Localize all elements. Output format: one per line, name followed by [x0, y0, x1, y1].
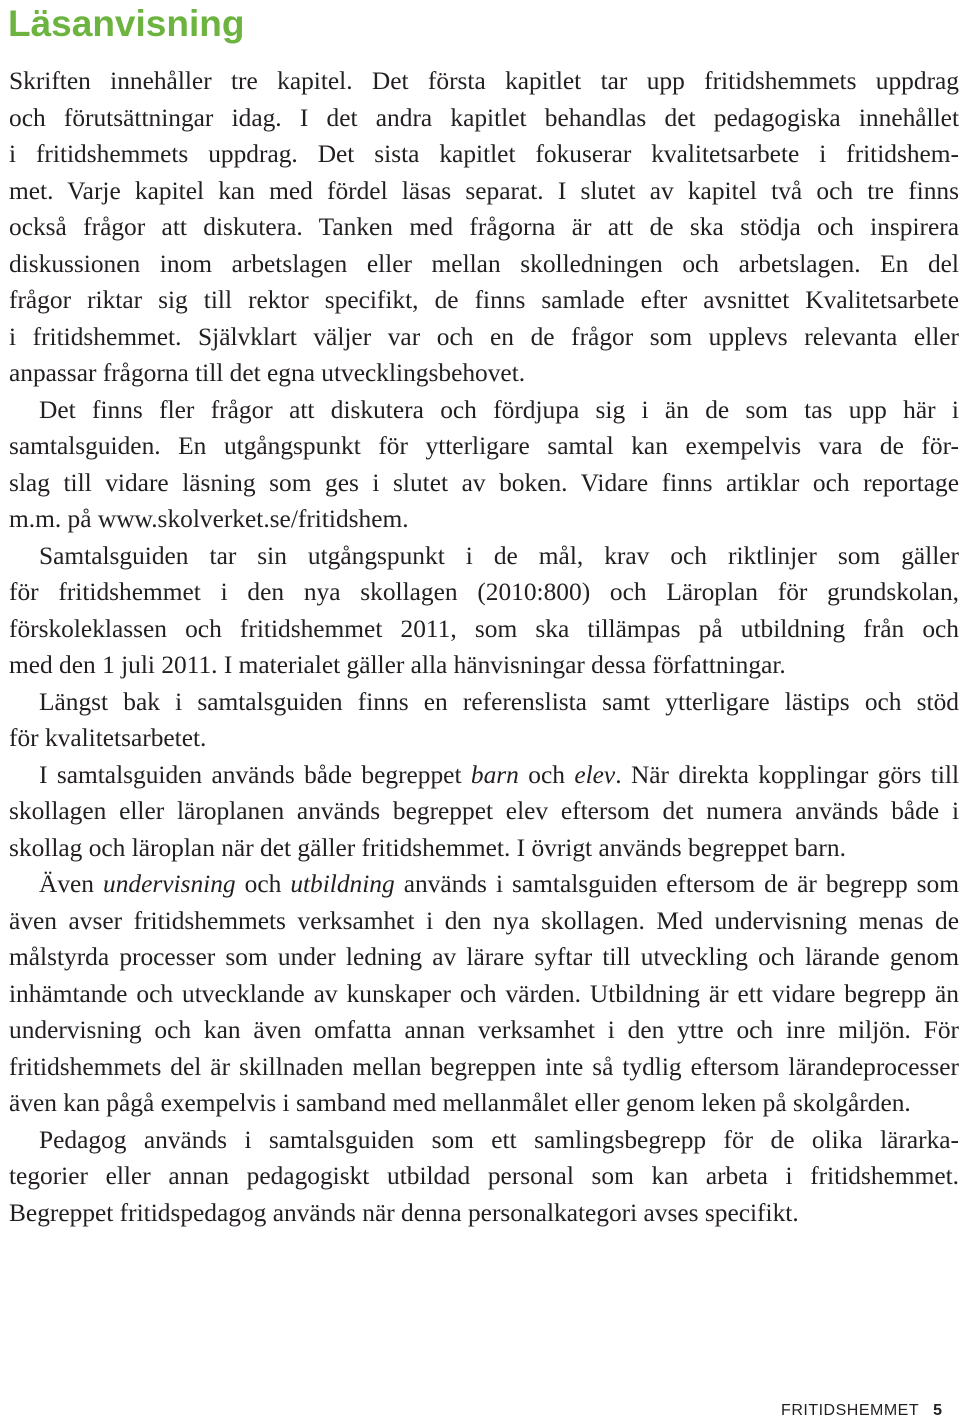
text-line: med den 1 juli 2011. I materialet gäller alla hänvisningar dessa författningar. — [9, 651, 786, 679]
page-heading: Läsanvisning — [8, 3, 245, 44]
body-paragraph — [9, 684, 959, 757]
text-line: och förutsättningar idag. I det andra kapitlet behandlas det pedagogiska innehållet — [9, 103, 959, 132]
body-paragraph — [9, 757, 959, 867]
text-line: samtalsguiden. En utgångspunkt för ytterligare samtal kan exempelvis vara de för- — [9, 432, 959, 460]
body-text — [9, 63, 959, 1231]
emphasized-term: barn — [470, 760, 519, 789]
text-line: slag till vidare läsning som ges i slutet av boken. Vidare finns artiklar och reportage — [9, 468, 959, 497]
emphasized-term: elev — [574, 760, 616, 789]
text-run: och — [235, 870, 291, 898]
text-run: . När direkta kopplingar görs till skollagen eller läroplanen används begreppet elev eftersom det numera används både i skollag och läroplan när det gäller fritidshemmet. I övrigt används begreppet barn. — [9, 760, 960, 862]
text-run: I samtalsguiden används både begreppet — [39, 760, 471, 789]
text-line: Samtalsguiden tar sin utgångspunkt i de mål, krav och riktlinjer som gäller — [39, 541, 959, 570]
footer-label: FRITIDSHEMMET — [781, 1402, 920, 1419]
text-line: frågor riktar sig till rektor specifikt, de finns samlade efter avsnittet Kvalitetsarbete — [9, 286, 959, 314]
text-line: m.m. på www.skolverket.se/fritidshem. — [9, 505, 409, 533]
text-line: i fritidshemmets uppdrag. Det sista kapitlet fokuserar kvalitetsarbete i fritidshem- — [9, 140, 959, 168]
text-line: för kvalitetsarbetet. — [9, 724, 207, 752]
text-line: tegorier eller annan pedagogiskt utbildad personal som kan arbeta i fritidshemmet. — [9, 1162, 959, 1190]
page-number: 5 — [933, 1402, 942, 1419]
text-line: för fritidshemmet i den nya skollagen (2010:800) och Läroplan för grundskolan, — [9, 578, 959, 606]
body-paragraph — [9, 1122, 959, 1232]
text-line: förskoleklassen och fritidshemmet 2011, som ska tillämpas på utbildning från och — [9, 614, 959, 643]
page-footer — [781, 1400, 942, 1422]
text-run: och — [518, 760, 575, 789]
text-run: används i samtalsguiden eftersom de är begrepp som även avser fritidshemmets verksamhet i den nya skollagen. Med undervisning menas de målstyrda processer som under ledning av lärare syftar till utveckling och lärande genom inhämtande och utvecklande av kunskaper och värden. Utbildning är ett vidare begrepp än undervisning och kan även omfatta annan verksamhet i den yttre och inre miljön. För fritidshemmets del är skillnaden mellan begreppen inte så tydlig eftersom lärandeprocesser även kan pågå exempelvis i samband med mellanmålet eller genom leken på skolgården. — [9, 870, 959, 1117]
text-run: Även — [39, 870, 104, 898]
text-line: anpassar frågorna till det egna utvecklingsbehovet. — [9, 359, 526, 387]
emphasized-term: undervisning — [103, 870, 236, 898]
text-line: Längst bak i samtalsguiden finns en referenslista samt ytterligare lästips och stöd — [39, 687, 959, 716]
text-line: Begreppet fritidspedagog används när denna personalkategori avses specifikt. — [9, 1198, 799, 1227]
body-paragraph — [9, 392, 959, 538]
emphasized-term: utbildning — [290, 870, 395, 898]
text-line: Skriften innehåller tre kapitel. Det första kapitlet tar upp fritidshemmets uppdrag — [9, 67, 959, 95]
body-paragraph — [9, 866, 959, 1122]
text-line: Pedagog används i samtalsguiden som ett samlingsbegrepp för de olika lärarka- — [39, 1125, 959, 1154]
text-line: också frågor att diskutera. Tanken med frågorna är att de ska stödja och inspirera — [9, 213, 959, 241]
text-line: i fritidshemmet. Självklart väljer var och en de frågor som upplevs relevanta eller — [9, 322, 959, 351]
text-line: Det finns fler frågor att diskutera och fördjupa sig i än de som tas upp här i — [39, 395, 959, 424]
text-line: met. Varje kapitel kan med fördel läsas separat. I slutet av kapitel två och tre finns — [9, 176, 959, 205]
text-line: diskussionen inom arbetslagen eller mellan skolledningen och arbetslagen. En del — [9, 249, 959, 278]
body-paragraph — [9, 538, 959, 684]
body-paragraph — [9, 63, 959, 392]
